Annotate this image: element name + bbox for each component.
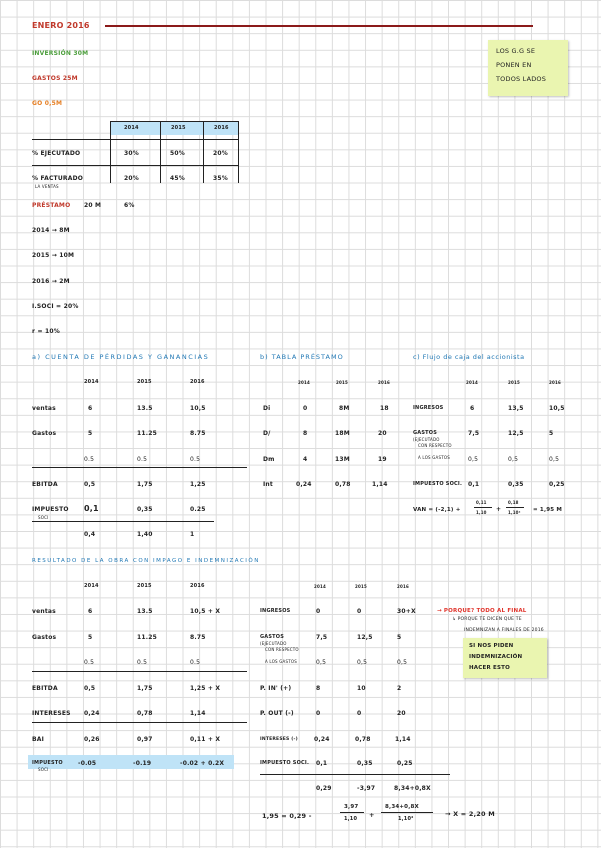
- pyg2-cell: 0,78: [137, 710, 153, 717]
- cf-cell: 12,5: [508, 430, 524, 437]
- exec-cell: 20%: [213, 150, 228, 157]
- sticky-note-gg: [488, 40, 568, 96]
- loan-cell: 4: [303, 456, 308, 463]
- pyg-label: Gastos: [32, 430, 57, 437]
- pyg-sublabel: SOCI: [38, 515, 49, 520]
- year-header: 2014: [84, 379, 99, 385]
- equation-lhs: 1,95 = 0,29 -: [262, 812, 312, 820]
- cf2-cell: 0: [357, 710, 362, 717]
- loan-cell: 18: [380, 405, 389, 412]
- equation-frac-num: 8,34+0,8X: [385, 804, 419, 810]
- pyg-cell: 8.75: [190, 430, 206, 437]
- van-fraction-num: 0,11: [476, 500, 487, 505]
- year-header: 2014: [314, 584, 326, 589]
- side-note-text: INDEMNIZAN A FINALES DE 2016: [464, 628, 544, 633]
- loan-cell: 8: [303, 430, 308, 437]
- sticky-note-indemnizacion: [463, 638, 547, 678]
- cf2-cell: 7,5: [316, 634, 328, 641]
- pyg2-cell: 6: [88, 608, 93, 615]
- cf-cell: 10,5: [549, 405, 565, 412]
- pyg2-cell: 8.75: [190, 634, 206, 641]
- given-go: GO 0,5M: [32, 100, 63, 107]
- year-header: 2015: [336, 380, 348, 385]
- van-plus: +: [496, 506, 502, 513]
- table-rule: [32, 139, 238, 140]
- pyg-cell: 5: [88, 430, 93, 437]
- exec-cell: 35%: [213, 175, 228, 182]
- pyg-cell: 0.5: [190, 456, 201, 463]
- year-header: 2016: [378, 380, 390, 385]
- exec-row-label: % EJECUTADO: [32, 150, 81, 157]
- pyg2-cell: -0.05: [78, 760, 97, 767]
- pyg2-cell: 1,25 + X: [190, 685, 221, 692]
- cf2-total: -3,97: [357, 785, 376, 792]
- page-title: ENERO 2016: [32, 21, 90, 30]
- cf-sublabel: A LOS GASTOS: [418, 455, 450, 460]
- pyg-label: EBITDA: [32, 481, 58, 488]
- pyg2-cell: 0.5: [84, 659, 95, 666]
- section-result-title: RESULTADO DE LA OBRA CON IMPAGO E INDEMNIZACIÓN: [32, 558, 260, 564]
- loan-amount: 20 M: [84, 202, 102, 209]
- note-line: PONEN EN: [496, 61, 532, 69]
- loan-cell: 13M: [335, 456, 350, 463]
- cf2-sublabel: (EJECUTADO: [260, 641, 287, 646]
- equation-frac-den: 1,10²: [398, 816, 414, 822]
- header-divider: [105, 25, 533, 27]
- cf-cell: 5: [549, 430, 554, 437]
- cf2-cell: 0: [316, 608, 321, 615]
- tax-rate: I.SOCI = 20%: [32, 303, 79, 310]
- year-header: 2016: [214, 125, 229, 131]
- note-line: HACER ESTO: [469, 665, 510, 671]
- pyg2-cell: 0,11 + X: [190, 736, 221, 743]
- year-header: 2014: [84, 583, 99, 589]
- cf2-cell: 0,5: [316, 659, 327, 666]
- loan-cell: 0: [303, 405, 308, 412]
- year-header: 2015: [137, 583, 152, 589]
- year-header: 2016: [190, 583, 205, 589]
- pyg2-cell: -0.19: [133, 760, 152, 767]
- equation-result: → X = 2,20 M: [445, 810, 495, 818]
- loan-label: PRÉSTAMO: [32, 202, 71, 209]
- pyg-cell: 0,5: [84, 481, 96, 488]
- van-fraction-num: 0,18: [508, 500, 519, 505]
- pyg2-cell: 0,24: [84, 710, 100, 717]
- year-header: 2016: [397, 584, 409, 589]
- year-header: 2016: [190, 379, 205, 385]
- loan-cell: 19: [378, 456, 387, 463]
- cf2-cell: 0,5: [357, 659, 368, 666]
- cf-cell: 7,5: [468, 430, 480, 437]
- year-header: 2016: [549, 380, 561, 385]
- cf2-cell: 0,24: [314, 736, 330, 743]
- year-header: 2015: [137, 379, 152, 385]
- pyg2-cell: 10,5 + X: [190, 608, 221, 615]
- van-label: VAN = (-2,1) +: [413, 507, 461, 513]
- pyg2-label: IMPUESTO: [32, 760, 63, 766]
- pyg2-cell: 0,26: [84, 736, 100, 743]
- loan-cell: 20: [378, 430, 387, 437]
- equation-frac-num: 3,97: [344, 804, 359, 810]
- cf-cell: 0,25: [549, 481, 565, 488]
- cf-label: INGRESOS: [413, 405, 444, 411]
- van-fraction-den: 1,10: [476, 510, 487, 515]
- pyg-cell: 10,5: [190, 405, 206, 412]
- side-note-text: ↳ PORQUE TE DICEN QUE TE: [452, 617, 522, 622]
- cf2-cell: 12,5: [357, 634, 373, 641]
- cf2-cell: 5: [397, 634, 402, 641]
- cf2-total: 8,34+0,8X: [394, 785, 431, 792]
- loan-row-label: Dm: [263, 456, 275, 463]
- cf2-cell: 1,14: [395, 736, 411, 743]
- year-header: 2014: [466, 380, 478, 385]
- cf2-cell: 20: [397, 710, 406, 717]
- cf-sublabel: (EJECUTADO: [413, 437, 440, 442]
- cf2-cell: 0,25: [397, 760, 413, 767]
- cf2-cell: 0,78: [355, 736, 371, 743]
- pyg2-cell: 0.5: [190, 659, 201, 666]
- discount-rate: r = 10%: [32, 328, 60, 335]
- cf2-label: GASTOS: [260, 634, 285, 640]
- side-note-arrow: → PORQUE? TODO AL FINAL: [437, 608, 527, 614]
- exec-cell: 45%: [170, 175, 185, 182]
- exec-row-sublabel: LA VENTAS: [35, 184, 59, 189]
- cf-cell: 0,5: [508, 456, 519, 463]
- cf2-cell: 10: [357, 685, 366, 692]
- loan-year: 2015 → 10M: [32, 252, 75, 259]
- pyg-result: 1,40: [137, 531, 153, 538]
- section-pyg-title: a) CUENTA DE PÉRDIDAS Y GANANCIAS: [32, 353, 210, 361]
- cf2-sublabel: A LOS GASTOS: [265, 659, 297, 664]
- pyg-cell: 0.5: [84, 456, 95, 463]
- section-loan-title: b) TABLA PRÉSTAMO: [260, 353, 344, 361]
- cf2-cell: 8: [316, 685, 321, 692]
- loan-cell: 0,24: [296, 481, 312, 488]
- pyg2-cell: 13.5: [137, 608, 153, 615]
- cf2-label: P. IN' (+): [260, 685, 292, 692]
- pyg2-label: BAI: [32, 736, 45, 743]
- year-header: 2015: [171, 125, 186, 131]
- pyg-cell: 1,25: [190, 481, 206, 488]
- cf-label: GASTOS: [413, 430, 438, 436]
- pyg2-cell: 5: [88, 634, 93, 641]
- note-line: LOS G.G SE: [496, 47, 536, 55]
- pyg2-label: ventas: [32, 608, 56, 615]
- pyg2-label: INTERESES: [32, 710, 71, 717]
- pyg2-cell: 11.25: [137, 634, 157, 641]
- cf2-cell: 2: [397, 685, 402, 692]
- exec-cell: 20%: [124, 175, 139, 182]
- loan-cell: 8M: [339, 405, 350, 412]
- exec-cell: 50%: [170, 150, 185, 157]
- equation-plus: +: [369, 811, 375, 819]
- given-gastos: GASTOS 25M: [32, 75, 78, 82]
- pyg-cell: 0.5: [137, 456, 148, 463]
- section-cashflow-title: c) Flujo de caja del accionista: [413, 353, 525, 361]
- cf2-cell: 0: [357, 608, 362, 615]
- pyg2-cell: -0.02 + 0.2X: [180, 760, 225, 767]
- van-fraction-den: 1,10²: [508, 510, 521, 515]
- exec-row-label: % FACTURADO: [32, 175, 84, 182]
- cf-cell: 0,5: [549, 456, 560, 463]
- pyg-cell: 11.25: [137, 430, 157, 437]
- cf2-total: 0,29: [316, 785, 332, 792]
- pyg2-sublabel: SOCI: [38, 767, 49, 772]
- cf-cell: 0,35: [508, 481, 524, 488]
- pyg2-cell: 0,5: [84, 685, 96, 692]
- year-header: 2014: [298, 380, 310, 385]
- cf-cell: 0,1: [468, 481, 480, 488]
- pyg2-cell: 1,75: [137, 685, 153, 692]
- loan-rate: 6%: [124, 202, 135, 209]
- year-header: 2014: [124, 125, 139, 131]
- loan-cell: 1,14: [372, 481, 388, 488]
- cf2-cell: 0,1: [316, 760, 328, 767]
- loan-row-label: D/: [263, 430, 271, 437]
- cf2-cell: 30+X: [397, 608, 416, 615]
- cf2-sublabel: CON RESPECTO: [265, 647, 299, 652]
- pyg-result: 1: [190, 531, 195, 538]
- cf2-cell: 0,35: [357, 760, 373, 767]
- pyg-cell: 0,35: [137, 506, 153, 513]
- given-inversion: INVERSIÓN 30M: [32, 50, 89, 57]
- cf-cell: 6: [470, 405, 475, 412]
- pyg-cell: 0,1: [84, 504, 99, 513]
- pyg-cell: 13.5: [137, 405, 153, 412]
- loan-year: 2014 → 8M: [32, 227, 70, 234]
- note-line: TODOS LADOS: [496, 75, 547, 83]
- loan-cell: 18M: [335, 430, 350, 437]
- pyg-cell: 6: [88, 405, 93, 412]
- loan-year: 2016 → 2M: [32, 278, 70, 285]
- pyg2-label: Gastos: [32, 634, 57, 641]
- cf-sublabel: CON RESPECTO: [418, 443, 452, 448]
- van-result: = 1,95 M: [533, 507, 563, 513]
- loan-row-label: Di: [263, 405, 271, 412]
- pyg2-label: EBITDA: [32, 685, 58, 692]
- cf2-label: P. OUT (-): [260, 710, 294, 717]
- loan-cell: 0,78: [335, 481, 351, 488]
- cf-label: IMPUESTO SOCI.: [413, 481, 463, 487]
- year-header: 2015: [508, 380, 520, 385]
- pyg2-cell: 1,14: [190, 710, 206, 717]
- cf-cell: 0,5: [468, 456, 479, 463]
- pyg-label: ventas: [32, 405, 56, 412]
- note-line: SI NOS PIDEN: [469, 643, 514, 649]
- pyg-result: 0,4: [84, 531, 96, 538]
- cf2-cell: 0,5: [397, 659, 408, 666]
- year-header: 2015: [355, 584, 367, 589]
- pyg-label: IMPUESTO: [32, 506, 69, 513]
- cf-cell: 13,5: [508, 405, 524, 412]
- exec-cell: 30%: [124, 150, 139, 157]
- pyg-cell: 1,75: [137, 481, 153, 488]
- cf2-label: INTERESES (-): [260, 737, 298, 742]
- note-line: INDEMNIZACIÓN: [469, 654, 523, 660]
- cf2-label: IMPUESTO SOCI.: [260, 760, 310, 766]
- equation-frac-den: 1,10: [344, 816, 358, 822]
- cf2-cell: 0: [316, 710, 321, 717]
- pyg2-cell: 0.5: [137, 659, 148, 666]
- pyg-cell: 0.25: [190, 506, 206, 513]
- pyg2-cell: 0,97: [137, 736, 153, 743]
- loan-row-label: Int: [263, 481, 273, 488]
- cf2-label: INGRESOS: [260, 608, 291, 614]
